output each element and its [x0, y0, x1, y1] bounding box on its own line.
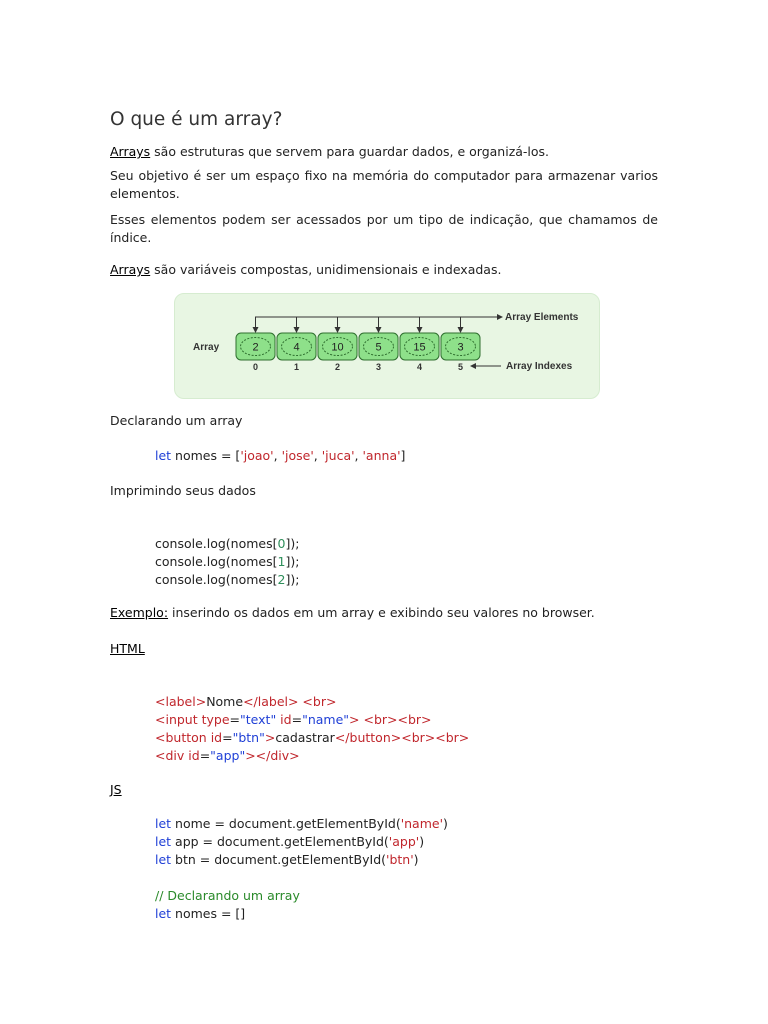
code-line: let nome = document.getElementById('name') [155, 816, 448, 831]
array-cell-value: 2 [252, 341, 259, 354]
paragraph-objective: Seu objetivo é ser um espaço fixo na memória do computador para armazenar varios elementos. [110, 168, 658, 201]
code-string: 'anna' [362, 448, 401, 463]
arrays-term: Arrays [110, 262, 151, 277]
array-indexes-label: Array Indexes [506, 361, 573, 372]
paragraph-index: Esses elementos podem ser acessados por um tipo de indicação, que chamamos de índice. [110, 212, 658, 245]
page-title: O que é um array? [110, 109, 283, 130]
array-cell-value: 5 [375, 341, 382, 354]
declaring-heading: Declarando um array [110, 413, 243, 428]
array-index-label: 5 [457, 362, 464, 372]
code-string: 'juca' [321, 448, 355, 463]
code-line: // Declarando um array [155, 888, 300, 903]
code-line: <button id="btn">cadastrar</button><br><br> [155, 730, 470, 745]
code-text: nomes = [ [171, 448, 241, 463]
code-text: ] [400, 448, 406, 463]
code-line: <input type="text" id="name"> <br><br> [155, 712, 432, 727]
array-diagram-svg [175, 294, 599, 398]
code-line: let app = document.getElementById('app') [155, 834, 425, 849]
array-cell-value: 10 [331, 341, 344, 354]
array-index-label: 3 [375, 362, 382, 372]
paragraph-arrays-types [110, 261, 658, 279]
code-line: <label>Nome</label> <br> [155, 694, 337, 709]
code-sep: , [313, 448, 322, 463]
code-print [155, 517, 299, 589]
code-string: 'jose' [281, 448, 314, 463]
code-line: console.log(nomes[2]); [155, 572, 300, 587]
code-sep: , [354, 448, 363, 463]
code-declare [155, 447, 405, 465]
array-cell-value: 3 [457, 341, 464, 354]
js-heading: JS [110, 782, 122, 797]
array-cell-value: 4 [293, 341, 300, 354]
array-index-label: 2 [334, 362, 341, 372]
code-string: 'joao' [240, 448, 274, 463]
code-line: let btn = document.getElementById('btn') [155, 852, 419, 867]
code-sep: , [273, 448, 282, 463]
code-keyword: let [155, 448, 172, 463]
code-html [155, 675, 469, 765]
example-label: Exemplo: [110, 605, 169, 620]
arrays-term: Arrays [110, 144, 151, 159]
printing-heading: Imprimindo seus dados [110, 483, 256, 498]
array-label: Array [193, 342, 220, 353]
code-line: <div id="app"></div> [155, 748, 300, 763]
array-elements-label: Array Elements [505, 312, 579, 323]
array-index-label: 1 [293, 362, 300, 372]
example-text: inserindo os dados em um array e exibindo seu valores no browser. [168, 605, 595, 620]
paragraph-text: são estruturas que servem para guardar dados, e organizá-los. [150, 144, 550, 159]
example-paragraph [110, 604, 658, 622]
array-index-label: 4 [416, 362, 423, 372]
paragraph-arrays-definition [110, 143, 658, 161]
code-line: console.log(nomes[1]); [155, 554, 300, 569]
array-index-label: 0 [252, 362, 259, 372]
paragraph-text: são variáveis compostas, unidimensionais e indexadas. [150, 262, 502, 277]
code-line [155, 869, 448, 887]
array-cell-value: 15 [413, 341, 426, 354]
code-line: let nomes = [] [155, 906, 246, 921]
code-line: console.log(nomes[0]); [155, 536, 300, 551]
array-diagram [174, 293, 600, 399]
html-heading: HTML [110, 641, 145, 656]
array-cells [236, 317, 480, 372]
code-js [155, 797, 448, 923]
